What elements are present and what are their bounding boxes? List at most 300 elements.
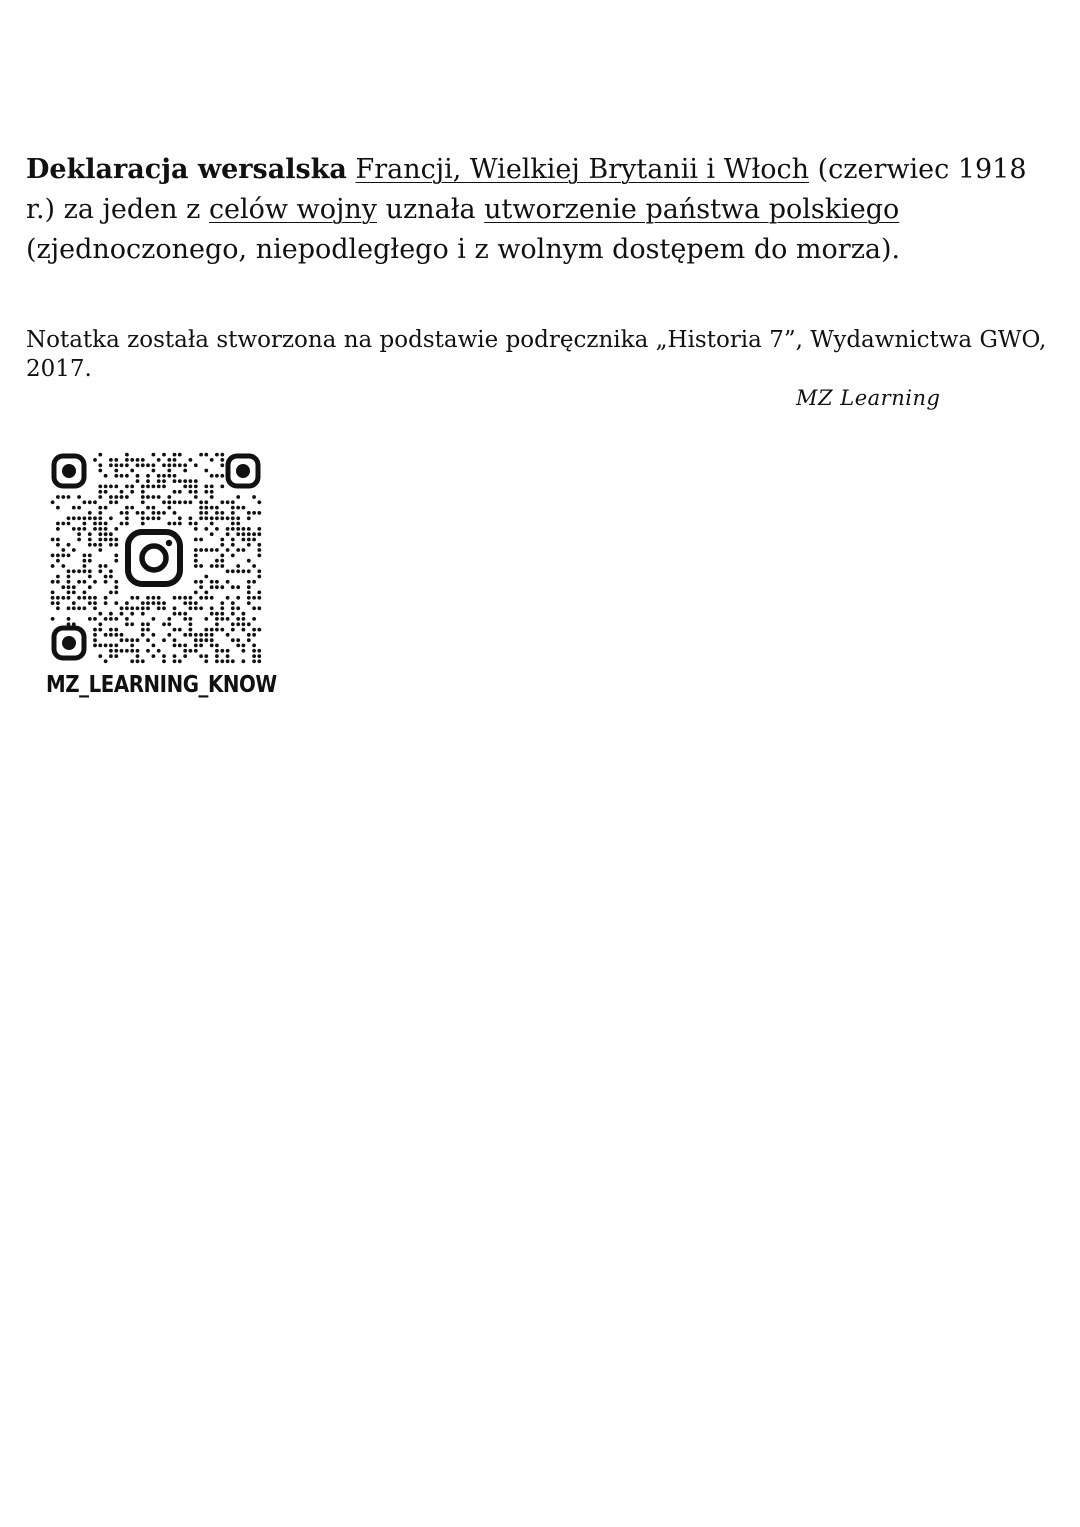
qr-module	[162, 474, 166, 478]
qr-module	[109, 538, 113, 542]
qr-module	[220, 543, 224, 547]
qr-module	[141, 511, 145, 515]
qr-module	[173, 458, 177, 462]
qr-module	[215, 511, 219, 515]
qr-module	[257, 548, 261, 552]
qr-module	[114, 469, 118, 473]
qr-module	[231, 506, 235, 510]
qr-module	[98, 453, 102, 457]
qr-module	[146, 628, 150, 632]
qr-module	[125, 617, 129, 621]
qr-module	[157, 596, 161, 600]
qr-module	[173, 659, 177, 663]
qr-module	[98, 532, 102, 536]
qr-module	[167, 469, 171, 473]
qr-module	[72, 601, 76, 605]
qr-module	[83, 522, 87, 526]
qr-module	[114, 559, 118, 563]
qr-module	[242, 628, 246, 632]
qr-module	[215, 617, 219, 621]
qr-module	[183, 463, 187, 467]
qr-module	[72, 548, 76, 552]
qr-module	[204, 659, 208, 663]
qr-module	[220, 606, 224, 610]
qr-module	[220, 453, 224, 457]
qr-module	[162, 606, 166, 610]
qr-module	[194, 463, 198, 467]
qr-module	[247, 596, 251, 600]
qr-module	[257, 527, 261, 531]
qr-module	[157, 474, 161, 478]
qr-module	[109, 569, 113, 573]
qr-module	[61, 554, 65, 558]
qr-module	[98, 516, 102, 520]
qr-module	[167, 617, 171, 621]
qr-module	[189, 485, 193, 489]
qr-module	[257, 554, 261, 558]
qr-module	[146, 474, 150, 478]
qr-module	[77, 527, 81, 531]
qr-module	[236, 522, 240, 526]
qr-module	[67, 585, 71, 589]
qr-module	[152, 463, 156, 467]
qr-module	[77, 596, 81, 600]
qr-module	[88, 585, 92, 589]
qr-module	[194, 564, 198, 568]
qr-module	[252, 532, 256, 536]
qr-module	[114, 474, 118, 478]
qr-module	[220, 500, 224, 504]
qr-module	[199, 580, 203, 584]
qr-module	[252, 628, 256, 632]
qr-module	[109, 458, 113, 462]
qr-module	[167, 474, 171, 478]
qr-module	[226, 617, 230, 621]
qr-module	[125, 601, 129, 605]
qr-module	[173, 490, 177, 494]
qr-module	[146, 638, 150, 642]
qr-module	[204, 575, 208, 579]
qr-module	[93, 606, 97, 610]
qr-module	[98, 522, 102, 526]
qr-module	[194, 649, 198, 653]
qr-module	[83, 516, 87, 520]
qr-module	[220, 516, 224, 520]
qr-module	[98, 548, 102, 552]
qr-module	[247, 638, 251, 642]
qr-module	[252, 606, 256, 610]
qr-module	[98, 543, 102, 547]
qr-module	[220, 463, 224, 467]
qr-module	[109, 575, 113, 579]
qr-module	[242, 548, 246, 552]
qr-module	[204, 485, 208, 489]
qr-module	[146, 601, 150, 605]
qr-module	[125, 495, 129, 499]
qr-module	[226, 532, 230, 536]
qr-module	[183, 644, 187, 648]
qr-module	[130, 606, 134, 610]
qr-module	[109, 649, 113, 653]
qr-module	[236, 569, 240, 573]
qr-module	[125, 522, 129, 526]
qr-module	[77, 538, 81, 542]
qr-module	[56, 538, 60, 542]
qr-module	[199, 453, 203, 457]
qr-module	[98, 495, 102, 499]
qr-module	[88, 532, 92, 536]
qr-module	[215, 628, 219, 632]
qr-module	[136, 463, 140, 467]
qr-module	[252, 617, 256, 621]
qr-module	[98, 654, 102, 658]
qr-module	[141, 495, 145, 499]
qr-module	[157, 511, 161, 515]
qr-module	[220, 659, 224, 663]
qr-module	[152, 516, 156, 520]
qr-module	[83, 580, 87, 584]
qr-module	[157, 649, 161, 653]
qr-module	[173, 500, 177, 504]
qr-module	[93, 633, 97, 637]
qr-module	[215, 548, 219, 552]
qr-module	[215, 659, 219, 663]
qr-module	[152, 506, 156, 510]
qr-module	[204, 511, 208, 515]
qr-module	[152, 644, 156, 648]
qr-module	[183, 596, 187, 600]
qr-module	[167, 495, 171, 499]
qr-module	[199, 654, 203, 658]
qr-module	[199, 596, 203, 600]
qr-module	[120, 633, 124, 637]
qr-module	[93, 628, 97, 632]
qr-module	[189, 500, 193, 504]
qr-module	[231, 569, 235, 573]
qr-module	[194, 606, 198, 610]
qr-module	[56, 559, 60, 563]
qr-module	[109, 500, 113, 504]
qr-module	[93, 601, 97, 605]
qr-module	[173, 606, 177, 610]
qr-module	[226, 633, 230, 637]
qr-module	[136, 649, 140, 653]
qr-module	[194, 490, 198, 494]
qr-module	[210, 532, 214, 536]
qr-module	[167, 458, 171, 462]
qr-module	[226, 569, 230, 573]
qr-module	[178, 659, 182, 663]
qr-module	[236, 532, 240, 536]
qr-module	[231, 601, 235, 605]
qr-module	[152, 617, 156, 621]
qr-module	[120, 511, 124, 515]
qr-module	[51, 554, 55, 558]
qr-module	[162, 485, 166, 489]
qr-module	[204, 527, 208, 531]
qr-module	[220, 617, 224, 621]
qr-module	[210, 548, 214, 552]
qr-module	[189, 622, 193, 626]
qr-module	[125, 649, 129, 653]
instagram-qr-code[interactable]	[50, 452, 262, 664]
qr-module	[194, 601, 198, 605]
qr-module	[236, 585, 240, 589]
qr-module	[93, 527, 97, 531]
qr-module	[162, 453, 166, 457]
qr-module	[141, 458, 145, 462]
qr-module	[125, 638, 129, 642]
qr-module	[120, 606, 124, 610]
qr-module	[72, 569, 76, 573]
qr-module	[104, 474, 108, 478]
qr-module	[204, 548, 208, 552]
qr-module	[178, 479, 182, 483]
qr-module	[231, 585, 235, 589]
qr-module	[120, 474, 124, 478]
qr-module	[114, 485, 118, 489]
qr-module	[167, 633, 171, 637]
qr-module	[157, 601, 161, 605]
qr-module	[183, 485, 187, 489]
qr-module	[98, 463, 102, 467]
qr-module	[252, 654, 256, 658]
qr-module	[88, 601, 92, 605]
qr-module	[98, 469, 102, 473]
qr-module	[88, 617, 92, 621]
qr-module	[220, 485, 224, 489]
qr-module	[242, 649, 246, 653]
qr-module	[210, 485, 214, 489]
text-fragment: (czerwiec 1918 r.) za jeden z	[26, 154, 1027, 225]
qr-module	[226, 580, 230, 584]
qr-module	[136, 654, 140, 658]
qr-module	[236, 495, 240, 499]
qr-module	[67, 516, 71, 520]
qr-module	[173, 628, 177, 632]
qr-module	[93, 516, 97, 520]
qr-module	[125, 474, 129, 478]
qr-module	[125, 458, 129, 462]
qr-module	[109, 532, 113, 536]
qr-module	[210, 638, 214, 642]
qr-module	[157, 485, 161, 489]
qr-module	[104, 575, 108, 579]
qr-module	[236, 622, 240, 626]
qr-module	[199, 548, 203, 552]
qr-module	[56, 506, 60, 510]
qr-module	[98, 628, 102, 632]
qr-module	[104, 580, 108, 584]
qr-module	[215, 527, 219, 531]
qr-module	[173, 479, 177, 483]
qr-module	[141, 659, 145, 663]
qr-module	[114, 538, 118, 542]
qr-module	[152, 453, 156, 457]
qr-module	[231, 612, 235, 616]
qr-module	[83, 559, 87, 563]
qr-module	[242, 644, 246, 648]
qr-module	[77, 506, 81, 510]
qr-module	[136, 511, 140, 515]
qr-module	[141, 633, 145, 637]
qr-module	[136, 638, 140, 642]
qr-module	[157, 458, 161, 462]
qr-module	[204, 638, 208, 642]
qr-module	[247, 633, 251, 637]
qr-module	[98, 490, 102, 494]
qr-module	[236, 548, 240, 552]
qr-module	[114, 463, 118, 467]
qr-module	[125, 485, 129, 489]
qr-module	[204, 628, 208, 632]
qr-module	[72, 585, 76, 589]
qr-module	[215, 644, 219, 648]
text-fragment: uznała	[377, 194, 485, 225]
qr-module	[61, 548, 65, 552]
qr-module	[189, 522, 193, 526]
qr-module	[77, 606, 81, 610]
qr-module	[220, 559, 224, 563]
qr-module	[125, 622, 129, 626]
qr-module	[141, 522, 145, 526]
qr-module	[130, 649, 134, 653]
qr-module	[173, 612, 177, 616]
qr-module	[215, 453, 219, 457]
qr-module	[183, 500, 187, 504]
qr-module	[98, 612, 102, 616]
qr-module	[104, 564, 108, 568]
qr-module	[120, 522, 124, 526]
qr-module	[141, 463, 145, 467]
qr-module	[242, 527, 246, 531]
qr-module	[104, 532, 108, 536]
qr-module	[183, 469, 187, 473]
qr-module	[93, 543, 97, 547]
qr-module	[104, 659, 108, 663]
qr-module	[88, 559, 92, 563]
qr-module	[178, 644, 182, 648]
qr-module	[215, 612, 219, 616]
qr-module	[257, 511, 261, 515]
qr-module	[204, 633, 208, 637]
qr-module	[93, 596, 97, 600]
qr-module	[183, 633, 187, 637]
qr-module	[88, 500, 92, 504]
qr-module	[152, 469, 156, 473]
qr-module	[252, 511, 256, 515]
qr-module	[125, 511, 129, 515]
qr-module	[114, 580, 118, 584]
qr-module	[210, 516, 214, 520]
qr-module	[210, 580, 214, 584]
qr-module	[114, 617, 118, 621]
qr-module	[104, 538, 108, 542]
qr-module	[242, 659, 246, 663]
qr-module	[204, 506, 208, 510]
qr-module	[141, 601, 145, 605]
qr-module	[51, 580, 55, 584]
qr-module	[173, 522, 177, 526]
qr-module	[173, 596, 177, 600]
qr-module	[162, 479, 166, 483]
qr-module	[162, 622, 166, 626]
qr-module	[109, 644, 113, 648]
qr-module	[152, 654, 156, 658]
qr-module	[146, 485, 150, 489]
qr-module	[109, 633, 113, 637]
qr-module	[183, 649, 187, 653]
qr-module	[167, 500, 171, 504]
qr-module	[204, 516, 208, 520]
qr-module	[152, 495, 156, 499]
qr-module	[120, 612, 124, 616]
qr-module	[162, 511, 166, 515]
qr-module	[157, 495, 161, 499]
qr-module	[210, 490, 214, 494]
qr-module	[146, 649, 150, 653]
qr-module	[93, 580, 97, 584]
instagram-icon	[122, 528, 184, 588]
qr-module	[204, 617, 208, 621]
qr-module	[162, 654, 166, 658]
qr-module	[51, 617, 55, 621]
qr-module	[173, 644, 177, 648]
qr-module	[98, 506, 102, 510]
qr-module	[83, 596, 87, 600]
qr-module	[215, 585, 219, 589]
qr-module	[114, 527, 118, 531]
qr-module	[61, 585, 65, 589]
qr-module	[247, 591, 251, 595]
qr-module	[125, 453, 129, 457]
qr-module	[189, 490, 193, 494]
qr-module	[231, 511, 235, 515]
qr-module	[162, 659, 166, 663]
qr-module	[152, 601, 156, 605]
qr-module	[67, 591, 71, 595]
qr-module	[167, 622, 171, 626]
qr-module	[242, 506, 246, 510]
qr-module	[236, 606, 240, 610]
qr-module	[215, 580, 219, 584]
qr-module	[194, 591, 198, 595]
qr-module	[199, 638, 203, 642]
qr-module	[247, 580, 251, 584]
qr-module	[83, 569, 87, 573]
qr-module	[88, 569, 92, 573]
qr-module	[136, 479, 140, 483]
qr-module	[231, 516, 235, 520]
qr-module	[146, 622, 150, 626]
qr-module	[125, 506, 129, 510]
qr-module	[109, 463, 113, 467]
qr-module	[51, 596, 55, 600]
qr-module	[226, 527, 230, 531]
qr-module	[220, 458, 224, 462]
qr-module	[83, 554, 87, 558]
qr-module	[56, 596, 60, 600]
qr-module	[146, 596, 150, 600]
qr-module	[210, 644, 214, 648]
qr-module	[104, 644, 108, 648]
qr-module	[173, 638, 177, 642]
qr-module	[125, 516, 129, 520]
qr-module	[162, 500, 166, 504]
qr-module	[178, 500, 182, 504]
qr-module	[56, 601, 60, 605]
qr-module	[146, 463, 150, 467]
